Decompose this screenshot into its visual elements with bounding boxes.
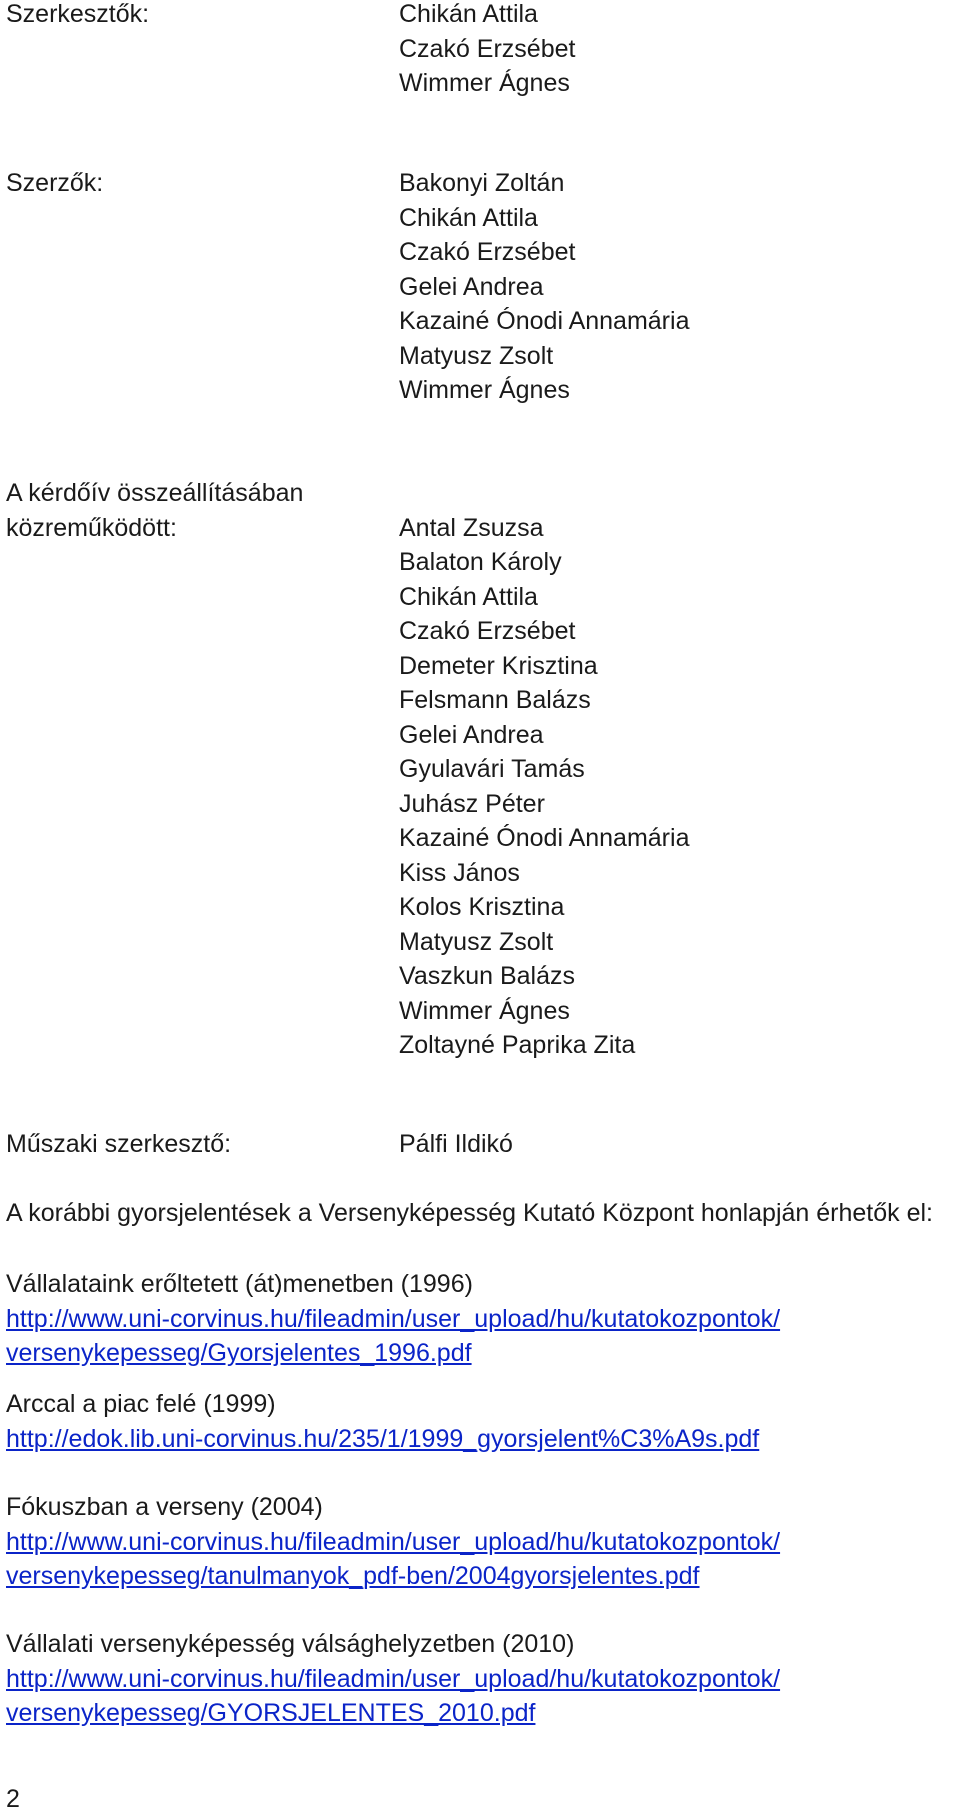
publication-link[interactable]	[6, 1422, 956, 1457]
technical-editor-label: Műszaki szerkesztő:	[6, 1130, 232, 1158]
publication-link[interactable]	[6, 1662, 956, 1731]
contributor-name: Zoltayné Paprika Zita	[399, 1031, 636, 1059]
contributors-label-line: A kérdőív összeállításában	[6, 479, 304, 507]
contributor-name: Gyulavári Tamás	[399, 755, 585, 783]
technical-editor-name: Pálfi Ildikó	[399, 1130, 513, 1158]
author-name: Wimmer Ágnes	[399, 376, 570, 404]
editor-name: Chikán Attila	[399, 0, 538, 28]
publication-link-line: versenykepesseg/Gyorsjelentes_1996.pdf	[6, 1339, 472, 1367]
editors-list	[399, 0, 575, 101]
contributor-name: Balaton Károly	[399, 548, 562, 576]
author-name: Czakó Erzsébet	[399, 238, 576, 266]
editors-label: Szerkesztők:	[6, 0, 150, 28]
contributor-name: Kolos Krisztina	[399, 893, 565, 921]
publication-link-line: versenykepesseg/tanulmanyok_pdf-ben/2004gyorsjelentes.pdf	[6, 1562, 700, 1590]
publication-2004	[6, 1490, 956, 1594]
editor-name: Czakó Erzsébet	[399, 34, 576, 63]
publication-link[interactable]	[6, 1302, 956, 1371]
contributor-name: Vaszkun Balázs	[399, 962, 576, 990]
authors-list	[399, 166, 689, 408]
contributor-name: Czakó Erzsébet	[399, 617, 576, 645]
contributor-name: Gelei Andrea	[399, 720, 544, 749]
contributor-name: Chikán Attila	[399, 582, 538, 611]
publication-link-line: versenykepesseg/GYORSJELENTES_2010.pdf	[6, 1699, 536, 1727]
author-name: Bakonyi Zoltán	[399, 169, 565, 197]
contributor-name: Felsmann Balázs	[399, 686, 591, 714]
contributors-label-line: közreműködött:	[6, 513, 177, 542]
publication-link-line: http://www.uni-corvinus.hu/fileadmin/user_upload/hu/kutatokozpontok/	[6, 1664, 781, 1693]
publication-link[interactable]	[6, 1525, 956, 1594]
publication-link-line: http://www.uni-corvinus.hu/fileadmin/user_upload/hu/kutatokozpontok/	[6, 1304, 781, 1333]
author-name: Matyusz Zsolt	[399, 341, 554, 370]
contributor-name: Juhász Péter	[399, 789, 545, 818]
editor-name: Wimmer Ágnes	[399, 69, 570, 97]
authors-label: Szerzők:	[6, 169, 104, 197]
contributor-name: Antal Zsuzsa	[399, 513, 544, 542]
publication-title: Vállalati versenyképesség válsághelyzetben (2010)	[6, 1630, 575, 1658]
contributor-name: Kazainé Ónodi Annamária	[399, 824, 690, 852]
publication-title: Vállalataink erőltetett (át)menetben (1996)	[6, 1270, 473, 1298]
contributors-label	[6, 476, 386, 545]
contributor-name: Matyusz Zsolt	[399, 927, 554, 956]
intro-text: A korábbi gyorsjelentések a Versenyképesség Kutató Központ honlapján érhetők el:	[6, 1199, 934, 1227]
publication-link-line: http://www.uni-corvinus.hu/fileadmin/user_upload/hu/kutatokozpontok/	[6, 1527, 781, 1556]
publication-title: Fókuszban a verseny (2004)	[6, 1493, 323, 1521]
author-name: Chikán Attila	[399, 203, 538, 232]
publication-1996	[6, 1267, 956, 1371]
contributor-name: Kiss János	[399, 858, 520, 887]
publication-2010	[6, 1627, 956, 1731]
contributor-name: Demeter Krisztina	[399, 651, 598, 680]
publication-title: Arccal a piac felé (1999)	[6, 1390, 276, 1418]
contributor-name: Wimmer Ágnes	[399, 996, 570, 1025]
publication-link-line: http://edok.lib.uni-corvinus.hu/235/1/1999_gyorsjelent%C3%A9s.pdf	[6, 1424, 760, 1453]
author-name: Kazainé Ónodi Annamária	[399, 307, 690, 335]
author-name: Gelei Andrea	[399, 272, 544, 301]
contributors-list	[399, 511, 689, 1063]
publication-1999	[6, 1387, 956, 1456]
page-number: 2	[6, 1785, 20, 1813]
technical-editor-list	[399, 1127, 513, 1162]
